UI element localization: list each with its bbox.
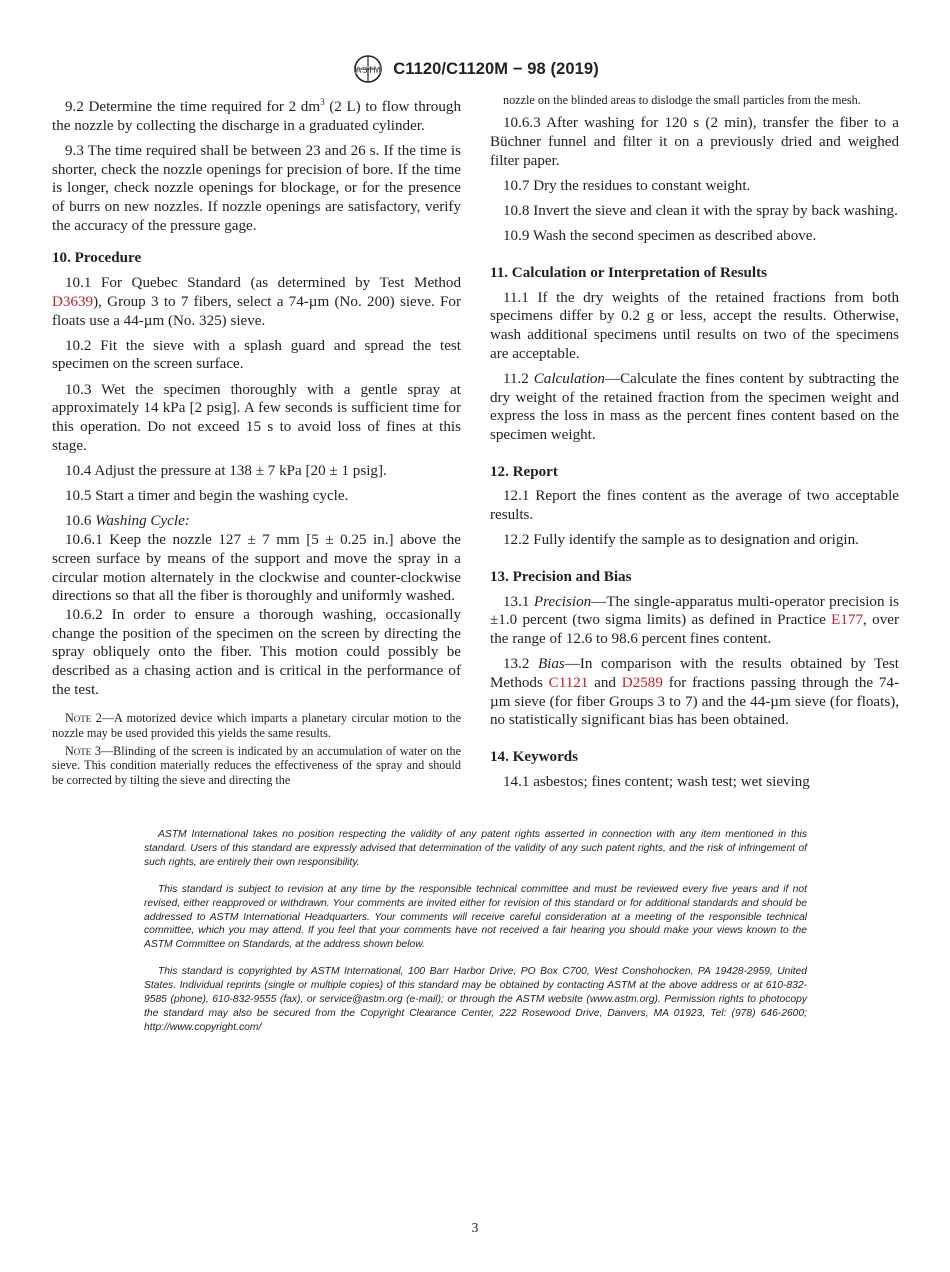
para-14-1: 14.1 asbestos; fines content; wash test; wet sieving xyxy=(503,773,810,790)
para-9-3: 9.3 The time required shall be between 23 and 26 s. If the time is shorter, check the nozzle openings for precision of bore. If the time is longer, check nozzle openings for blockage, or for the presence of burrs on new nozzles. If nozzle openings are satisfactory, verify the accuracy of the pressure gage. xyxy=(52,142,461,234)
page-header xyxy=(0,52,950,86)
para-11-1: 11.1 If the dry weights of the retained fractions from both specimens differ by 0.2 g or less, accept the results. Otherwise, wash additional specimens until results on two of the specimens are acceptable. xyxy=(490,289,899,362)
footer-copyright-notice: This standard is copyrighted by ASTM International, 100 Barr Harbor Drive, PO Box C700, West Conshohocken, PA 19428-2959, United States. Individual reprints (single or multiple copies) of this standard may be obtained by contacting ASTM at the above address or at 610-832-9585 (phone), 610-832-9555 (fax), or service@astm.org (e-mail); or through the ASTM website (www.astm.org). Permission rights to photocopy the standard may also be secured from the Copyright Clearance Center, 222 Rosewood Drive, Danvers, MA 01923, Tel: (978) 646-2600; http://www.copyright.com/ xyxy=(144,966,807,1033)
para-10-8: 10.8 Invert the sieve and clean it with the spray by back washing. xyxy=(503,202,898,219)
para-10-9: 10.9 Wash the second specimen as described above. xyxy=(503,228,817,245)
para-10-6-3: 10.6.3 After washing for 120 s (2 min), transfer the fiber to a Büchner funnel and filter it on a previously dried and weighed filter paper. xyxy=(490,115,899,169)
para-12-2: 12.2 Fully identify the sample as to designation and origin. xyxy=(503,532,859,549)
svg-text:ASTM: ASTM xyxy=(355,65,381,75)
note-3: Note 3—Blinding of the screen is indicated by an accumulation of water on the sieve. This condition materially reduces the effectiveness of the spray and should be corrected by tilting the sieve and directing the xyxy=(52,743,462,787)
right-column xyxy=(490,93,899,798)
para-10-4: 10.4 Adjust the pressure at 138 ± 7 kPa [20 ± 1 psig]. xyxy=(65,462,387,479)
para-10-2: 10.2 Fit the sieve with a splash guard and spread the test specimen on the screen surface. xyxy=(52,337,461,373)
copyright-footer xyxy=(144,828,807,1048)
para-11-2: 11.2 Calculation—Calculate the fines content by subtracting the dry weight of the retained fraction from the specimen weight and express the loss in mass as the percent fines content based on the specimen weight. xyxy=(490,370,899,443)
footer-revision-notice: This standard is subject to revision at any time by the responsible technical committee and must be reviewed every five years and if not revised, either reapproved or withdrawn. Your comments are invited either for revision of this standard or for additional standards and should be addressed to ASTM International Headquarters. Your comments will receive careful consideration at a meeting of the responsible technical committee, which you may attend. If you feel that your comments have not received a fair hearing you should make your views known to the ASTM Committee on Standards, at the address shown below. xyxy=(144,883,807,951)
ref-link-d3639[interactable]: D3639 xyxy=(52,293,94,310)
section-heading-keywords: 14. Keywords xyxy=(490,749,579,766)
para-10-6: 10.6 Washing Cycle: xyxy=(65,513,190,530)
footer-patent-notice: ASTM International takes no position respecting the validity of any patent rights asserted in connection with any item mentioned in this standard. Users of this standard are expressly advised that determination of the validity of any such patent rights, and the risk of infringement of such rights, are entirely their own responsibility. xyxy=(144,829,807,868)
para-13-2: 13.2 Bias—In comparison with the results obtained by Test Methods C1121 and D2589 for fractions passing through the 74-µm sieve (for fiber Groups 3 to 7) and the 44-µm sieve (for floats), no statistically significant bias has been obtained. xyxy=(490,656,900,729)
ref-link-e177[interactable]: E177 xyxy=(831,612,864,629)
standard-designation: C1120/C1120M − 98 (2019) xyxy=(393,59,599,78)
note-2: Note 2—A motorized device which imparts a planetary circular motion to the nozzle may be used provided this yields the same results. xyxy=(52,711,462,741)
ref-link-d2589[interactable]: D2589 xyxy=(621,674,663,691)
section-heading-calculation: 11. Calculation or Interpretation of Results xyxy=(490,264,767,281)
section-heading-precision-bias: 13. Precision and Bias xyxy=(490,568,632,585)
para-10-6-2: 10.6.2 In order to ensure a thorough washing, occasionally change the position of the specimen on the screen by directing the spray obliquely onto the fiber. This motion could possibly be described as a chasing action and is critical in the performance of the test. xyxy=(52,606,461,698)
section-heading-procedure: 10. Procedure xyxy=(52,250,142,267)
page-number: 3 xyxy=(471,1220,479,1235)
section-heading-report: 12. Report xyxy=(490,463,558,480)
para-10-3: 10.3 Wet the specimen thoroughly with a gentle spray at approximately 14 kPa [2 psig]. A few seconds is sufficient time for this operation. Do not exceed 15 s to avoid loss of fines at this stage. xyxy=(52,381,461,454)
ref-link-c1121[interactable]: C1121 xyxy=(548,674,589,691)
para-10-5: 10.5 Start a timer and begin the washing cycle. xyxy=(65,488,349,505)
para-13-1: 13.1 Precision—The single-apparatus multi-operator precision is ±1.0 percent (two sigma limits) as defined in Practice E177, over the range of 12.6 to 98.6 percent fines content. xyxy=(490,593,900,648)
left-column xyxy=(52,93,461,790)
note-3-continued: nozzle on the blinded areas to dislodge the small particles from the mesh. xyxy=(503,93,861,107)
para-10-6-1: 10.6.1 Keep the nozzle 127 ± 7 mm [5 ± 0.25 in.] above the screen surface by means of the support and move the spray in a circular motion alternately in the clockwise and counter-clockwise directions so that all the fiber is thoroughly and uniformly washed. xyxy=(52,532,461,605)
para-10-1: 10.1 For Quebec Standard (as determined by Test Method D3639), Group 3 to 7 fibers, select a 74-µm (No. 200) sieve. For floats use a 44-µm (No. 325) sieve. xyxy=(52,275,461,329)
astm-logo-icon xyxy=(351,54,385,84)
para-9-2: 9.2 Determine the time required for 2 $dm^3$ (2 L) to flow through the nozzle by collecting the discharge in a graduated cylinder. xyxy=(52,97,461,134)
para-12-1: 12.1 Report the fines content as the average of two acceptable results. xyxy=(490,488,899,524)
para-10-7: 10.7 Dry the residues to constant weight. xyxy=(503,177,751,194)
